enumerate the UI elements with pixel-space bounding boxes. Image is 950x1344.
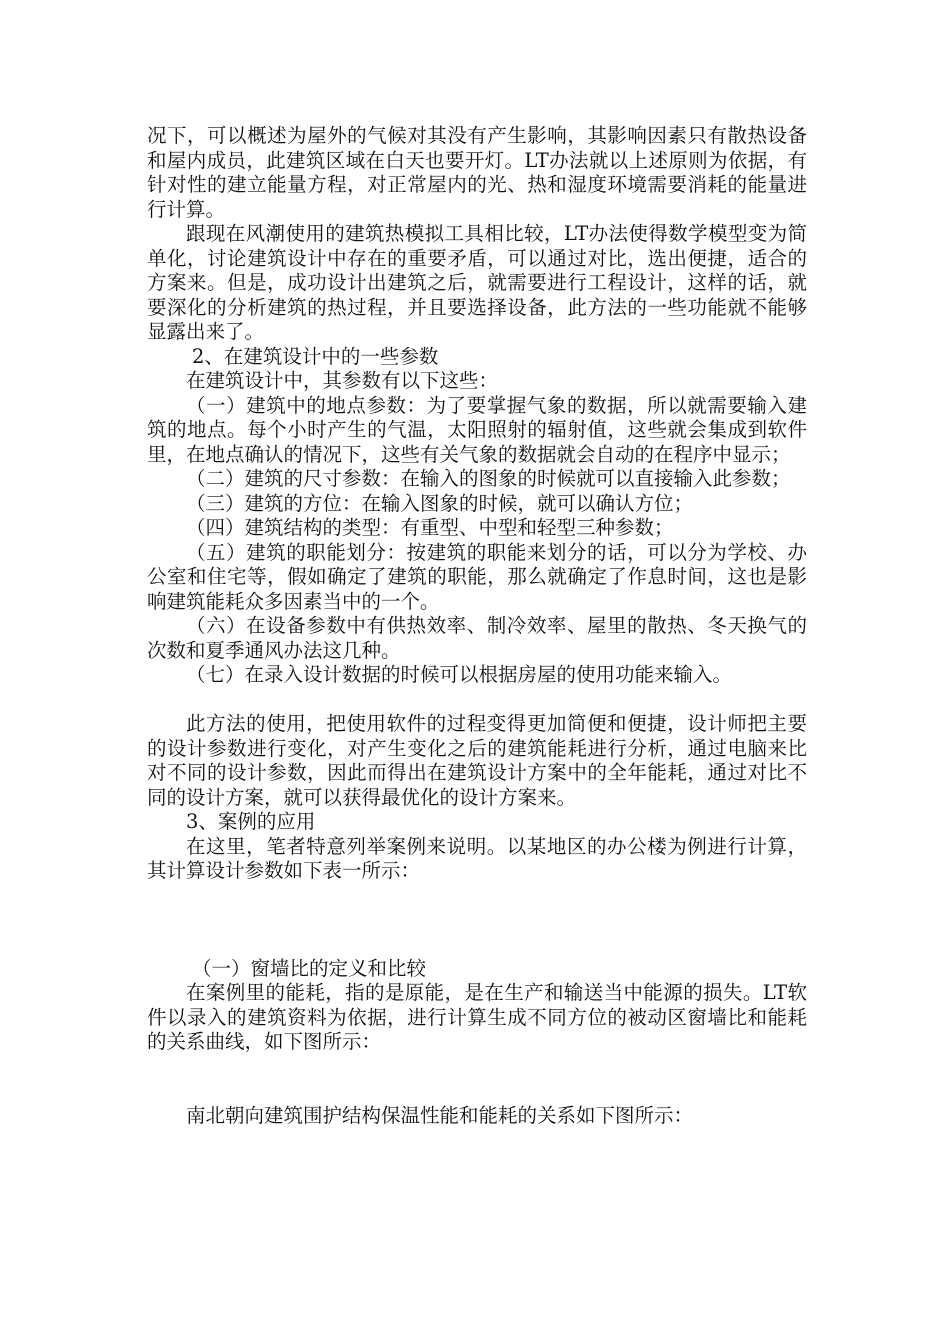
- list-item-structure-type: （四）建筑结构的类型：有重型、中型和轻型三种参数；: [186, 516, 674, 539]
- paragraph-insulation-relation: 南北朝向建筑围护结构保温性能和能耗的关系如下图所示：: [186, 1103, 694, 1127]
- paragraph-case-intro: 在这里，笔者特意列举案例来说明。以某地区的办公楼为例进行计算，其计算设计参数如下表一所示：: [147, 834, 807, 882]
- paragraph-energy-consumption: 在案例里的能耗，指的是原能，是在生产和输送当中能源的损失。LT软件以录入的建筑资料为依据，进行计算生成不同方位的被动区窗墙比和能耗的关系曲线，如下图所示：: [147, 981, 807, 1053]
- figure-placeholder-space: [147, 1055, 807, 1104]
- paragraph-parameters-intro: 在建筑设计中，其参数有以下这些：: [186, 369, 499, 392]
- paragraph-lt-comparison: 跟现在风潮使用的建筑热模拟工具相比较，LT办法使得数学模型变为简单化，讨论建筑设计中存在的重要矛盾，可以通过对比，选出便捷，适合的方案来。但是，成功设计出建筑之后，就需要进行工程设计，这样的话，就要深化的分析建筑的热过程，并且要选择设备，此方法的一些功能就不能够显露出来了。: [147, 222, 807, 343]
- table-placeholder-space: [147, 884, 807, 957]
- paragraph-lt-method-intro: 况下，可以概述为屋外的气候对其没有产生影响，其影响因素只有散热设备和屋内成员，此建筑区域在白天也要开灯。LT办法就以上述原则为依据，有针对性的建立能量方程，对正常屋内的光、热和湿度环境需要消耗的能量进行计算。: [147, 124, 807, 221]
- list-item-equipment-parameters: （六）在设备参数中有供热效率、制冷效率、屋里的散热、冬天换气的次数和夏季通风办法这几种。: [147, 614, 807, 662]
- document-body: [147, 124, 807, 1128]
- subsection-heading-window-wall-ratio: （一）窗墙比的定义和比较: [192, 956, 427, 980]
- section-heading-parameters: 2、在建筑设计中的一些参数: [192, 344, 439, 368]
- list-item-function-division: （五）建筑的职能划分：按建筑的职能来划分的话，可以分为学校、办公室和住宅等，假如确定了建筑的职能，那么就确定了作息时间，这也是影响建筑能耗众多因素当中的一个。: [147, 540, 807, 613]
- list-item-input-by-function: （七）在录入设计数据的时候可以根据房屋的使用功能来输入。: [186, 663, 733, 686]
- spacer: [147, 688, 807, 713]
- section-heading-case-study: 3、案例的应用: [186, 810, 316, 833]
- list-item-size-parameter: （二）建筑的尺寸参数：在输入的图象的时候就可以直接输入此参数；: [186, 467, 791, 490]
- list-item-orientation-parameter: （三）建筑的方位：在输入图象的时候，就可以确认方位；: [186, 491, 694, 515]
- paragraph-method-usage: 此方法的使用，把使用软件的过程变得更加简便和便捷，设计师把主要的设计参数进行变化，对产生变化之后的建筑能耗进行分析，通过电脑来比对不同的设计参数，因此而得出在建筑设计方案中的全年能耗，通过对比不同的设计方案，就可以获得最优化的设计方案来。: [147, 712, 807, 809]
- list-item-location-parameter: （一）建筑中的地点参数：为了要掌握气象的数据，所以就需要输入建筑的地点。每个小时产生的气温，太阳照射的辐射值，这些就会集成到软件里，在地点确认的情况下，这些有关气象的数据就会自动的在程序中显示；: [147, 393, 807, 466]
